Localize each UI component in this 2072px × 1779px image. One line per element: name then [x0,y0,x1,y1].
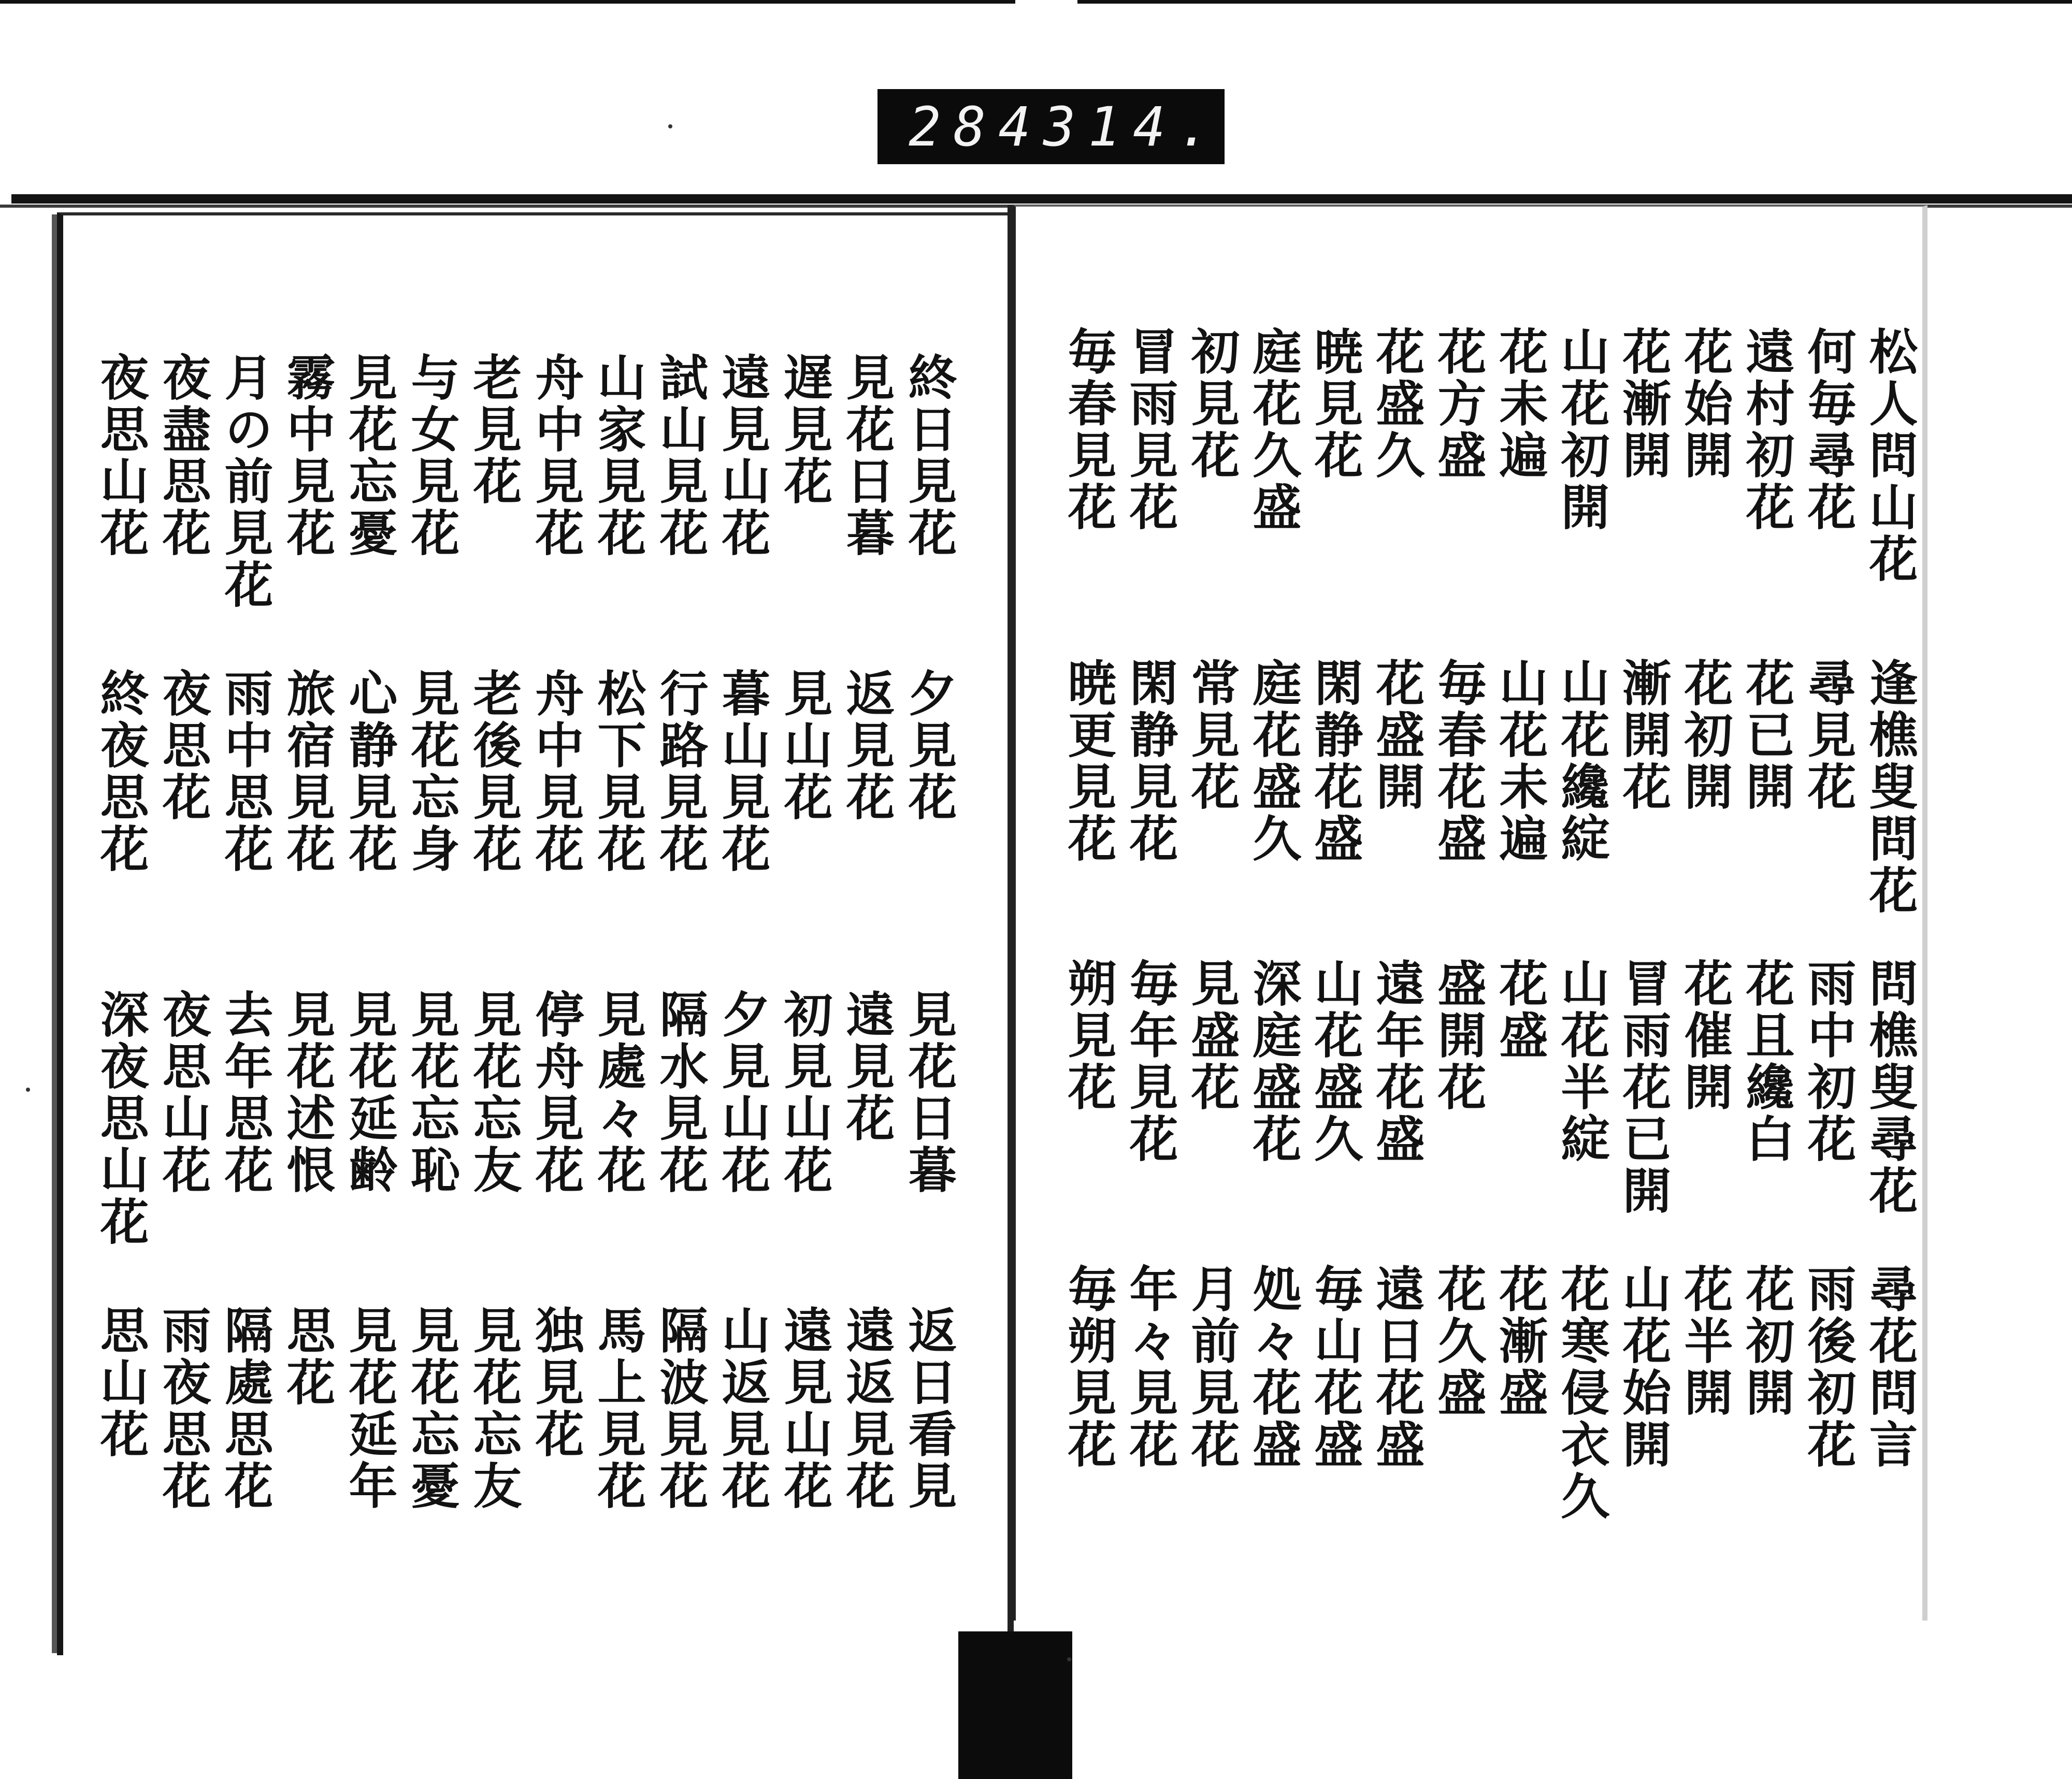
poem-title-column: 独見花 [527,1305,584,1460]
poem-title-column: 暁更見花 [1059,658,1116,865]
poem-title-column: 夕見山花 [713,989,770,1196]
poem-title-column: 月前見花 [1183,1264,1240,1471]
poem-title-column: 老後見花 [465,668,522,875]
poem-title-column: 終夜思花 [92,668,149,875]
poem-title-column: 霧中見花 [278,352,335,559]
frame-number-right: 314. [1043,95,1223,158]
poem-title-column: 行路見花 [651,668,708,875]
poem-title-column: 松人問山花 [1861,326,1918,585]
poem-title-column: 問樵叟尋花 [1861,958,1918,1217]
poem-title-column: 雨後初花 [1799,1264,1856,1471]
poem-title-column: 遠見山花 [775,1305,832,1512]
poem-title-column: 試山見花 [651,352,708,559]
poem-title-column: 見花日暮 [900,989,957,1196]
poem-title-column: 花未遍 [1491,326,1548,482]
poem-title-column: 隔水見花 [651,989,708,1196]
poem-title-column: 返見花 [838,668,895,823]
poem-title-column: 見花忘身 [402,668,459,875]
poem-title-column: 冒雨花已開 [1614,958,1671,1217]
poem-title-column: 花方盛 [1429,326,1486,482]
poem-title-column: 遠日花盛 [1368,1264,1424,1471]
poem-title-column: 見花忘憂 [402,1305,459,1512]
poem-title-column: 山花纔綻 [1552,658,1609,865]
poem-title-column: 山花未遍 [1491,658,1548,865]
poem-title-column: 返日看見 [900,1305,957,1512]
poem-title-column: 常見花 [1183,658,1240,813]
poem-title-column: 初見花 [1183,326,1240,482]
poem-title-column: 雨夜思花 [154,1305,211,1512]
poem-title-column: 終日見花 [900,352,957,559]
poem-title-column: 花寒侵衣久 [1552,1264,1609,1523]
poem-title-column: 遠返見花 [838,1305,895,1512]
poem-title-column: 花已開 [1737,658,1794,813]
poem-title-column: 朔見花 [1059,958,1116,1113]
poem-title-column: 旅宿見花 [278,668,335,875]
poem-title-column: 花催開 [1676,958,1733,1113]
poem-title-column: 山返見花 [713,1305,770,1512]
poem-title-column: 山家見花 [589,352,646,559]
poem-title-column: 毎年見花 [1121,958,1178,1165]
poem-title-column: 雨中思花 [216,668,273,875]
poem-title-column: 庭花久盛 [1244,326,1301,533]
poem-title-column: 盛開花 [1429,958,1486,1113]
poem-title-column: 心静見花 [340,668,397,875]
poem-title-column: 処々花盛 [1244,1264,1301,1471]
book-gutter [1008,205,1014,1660]
poem-title-column: 花盛 [1491,958,1548,1062]
poem-title-column: 松下見花 [589,668,646,875]
poem-title-column: 冒雨見花 [1121,326,1178,533]
poem-title-column: 与女見花 [402,352,459,559]
poem-title-column: 隔波見花 [651,1305,708,1512]
poem-title-column: 見花延年 [340,1305,397,1512]
poem-title-column: 遠見山花 [713,352,770,559]
poem-title-column: 閑静花盛 [1306,658,1363,865]
poem-title-column: 花漸盛 [1491,1264,1548,1419]
poem-title-column: 見花忘憂 [340,352,397,559]
frame-number-left: 284 [909,95,1043,158]
poem-title-column: 去年思花 [216,989,273,1196]
poem-title-column: 遠見花 [838,989,895,1145]
poem-title-column: 夜思山花 [154,989,211,1196]
specks [1067,1657,1071,1661]
poem-title-column: 花久盛 [1429,1264,1486,1419]
poem-title-column: 夜思花 [154,668,211,823]
poem-title-column: 遠年花盛 [1368,958,1424,1165]
poem-title-column: 見花日暮 [838,352,895,559]
poem-title-column: 暁見花 [1306,326,1363,482]
poem-title-column: 何毎尋花 [1799,326,1856,533]
poem-title-column: 思山花 [92,1305,149,1460]
specks [26,1088,30,1092]
book-top-rule [11,194,2072,204]
poem-title-column: 思花 [278,1305,335,1409]
poem-title-column: 初見山花 [775,989,832,1196]
poem-title-column: 花半開 [1676,1264,1733,1419]
poem-title-column: 舟中見花 [527,668,584,875]
poem-title-column: 遠村初花 [1737,326,1794,533]
poem-title-column: 老見花 [465,352,522,508]
poem-title-column: 見花述恨 [278,989,335,1196]
poem-title-column: 見花忘友 [465,989,522,1196]
poem-title-column: 年々見花 [1121,1264,1178,1471]
poem-title-column: 深夜思山花 [92,989,149,1248]
poem-title-column: 毎春見花 [1059,326,1116,533]
poem-title-column: 見花忘恥 [402,989,459,1196]
poem-title-column: 夜思山花 [92,352,149,559]
poem-title-column: 山花初開 [1552,326,1609,533]
poem-title-column: 逢樵叟問花 [1861,658,1918,917]
poem-title-column: 花初開 [1676,658,1733,813]
poem-title-column: 花且纔白 [1737,958,1794,1165]
poem-title-column: 毎春花盛 [1429,658,1486,865]
frame-number-strip [877,89,1225,164]
poem-title-column: 舟中見花 [527,352,584,559]
poem-title-column: 見山花 [775,668,832,823]
poem-title-column: 隔處思花 [216,1305,273,1512]
spine-shadow [958,1631,1072,1779]
top-edge-gap [1015,0,1077,5]
poem-title-column: 見花延齢 [340,989,397,1196]
poem-title-column: 雨中初花 [1799,958,1856,1165]
poem-title-column: 見盛花 [1183,958,1240,1113]
specks [668,124,672,128]
poem-title-column: 花盛久 [1368,326,1424,482]
poem-title-column: 夕見花 [900,668,957,823]
poem-title-column: 見花忘友 [465,1305,522,1512]
poem-title-column: 月の前見花 [216,352,273,611]
poem-title-column: 深庭盛花 [1244,958,1301,1165]
poem-title-column: 毎山花盛 [1306,1264,1363,1471]
poem-title-column: 花初開 [1737,1264,1794,1419]
poem-title-column: 停舟見花 [527,989,584,1196]
poem-title-column: 花漸開 [1614,326,1671,482]
poem-title-column: 山花始開 [1614,1264,1671,1471]
poem-title-column: 花盛開 [1368,658,1424,813]
poem-title-column: 尋花問言 [1861,1264,1918,1471]
poem-title-column: 花始開 [1676,326,1733,482]
poem-title-column: 夜盡思花 [154,352,211,559]
poem-title-column: 山花盛久 [1306,958,1363,1165]
poem-title-column: 毎朔見花 [1059,1264,1116,1471]
poem-title-column: 見處々花 [589,989,646,1196]
poem-title-column: 山花半綻 [1552,958,1609,1165]
poem-title-column: 尋見花 [1799,658,1856,813]
poem-title-column: 遅見花 [775,352,832,508]
poem-title-column: 庭花盛久 [1244,658,1301,865]
poem-title-column: 暮山見花 [713,668,770,875]
poem-title-column: 漸開花 [1614,658,1671,813]
poem-title-column: 閑静見花 [1121,658,1178,865]
poem-title-column: 馬上見花 [589,1305,646,1512]
